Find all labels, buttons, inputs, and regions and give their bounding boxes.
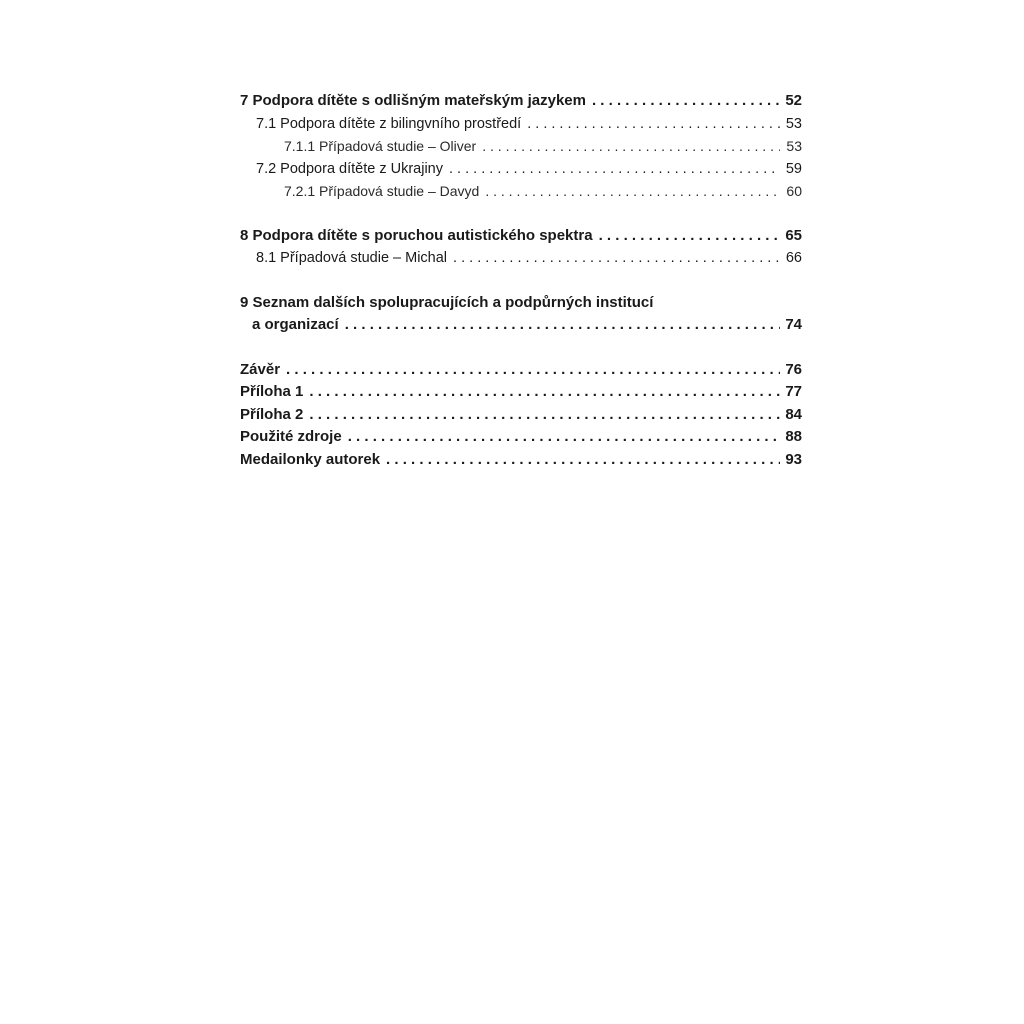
toc-entry-title: Příloha 1 (240, 383, 304, 400)
toc-entry-page: 66 (785, 250, 802, 266)
toc-entry-page: 84 (785, 405, 802, 423)
dot-leader (286, 359, 780, 382)
toc-group-chapter-7 (240, 90, 802, 203)
dot-leader (309, 404, 780, 427)
toc-entry[interactable] (240, 426, 802, 449)
toc-entry-page: 74 (785, 316, 802, 333)
dot-leader (348, 426, 780, 449)
toc-entry-page: 53 (786, 138, 802, 154)
table-of-contents (240, 90, 802, 493)
toc-entry[interactable] (240, 359, 802, 382)
toc-entry[interactable] (240, 404, 802, 427)
toc-entry-page: 93 (785, 450, 802, 468)
toc-entry-page: 59 (785, 160, 802, 177)
toc-entry[interactable] (240, 381, 802, 404)
toc-entry-title: Závěr (240, 360, 281, 378)
toc-entry-page: 88 (785, 428, 802, 445)
toc-entry-title: 7.1 Podpora dítěte z bilingvního prostředí (256, 115, 522, 132)
toc-entry[interactable] (240, 180, 802, 203)
toc-group-chapter-8 (240, 225, 802, 270)
toc-entry[interactable] (240, 90, 802, 113)
dot-leader (309, 381, 780, 404)
toc-entry-title: Medailonky autorek (240, 450, 381, 468)
toc-entry[interactable] (240, 225, 802, 248)
toc-entry-title: 7 Podpora dítěte s odlišným mateřským jazykem (240, 92, 586, 109)
toc-group-chapter-9 (240, 292, 802, 337)
toc-entry-page: 52 (785, 92, 802, 109)
dot-leader (345, 314, 780, 337)
toc-entry[interactable] (240, 449, 802, 472)
dot-leader (485, 180, 780, 203)
toc-entry-title: 7.1.1 Případová studie – Oliver (284, 138, 477, 154)
toc-entry-page: 53 (785, 115, 802, 132)
toc-entry-page: 60 (786, 183, 802, 199)
dot-leader (527, 113, 780, 136)
dot-leader (453, 247, 780, 270)
toc-entry-title: 9 Seznam dalších spolupracujících a podpůrných institucí (240, 293, 654, 311)
toc-entry-page: 76 (785, 360, 802, 378)
dot-leader (592, 90, 780, 113)
toc-entry-title: 7.2 Podpora dítěte z Ukrajiny (256, 160, 443, 177)
toc-entry-line[interactable] (240, 292, 802, 315)
toc-entry-title: Příloha 2 (240, 405, 304, 423)
toc-entry-title: 8 Podpora dítěte s poruchou autistického spektra (240, 226, 593, 244)
toc-group-back-matter (240, 359, 802, 472)
toc-entry[interactable] (240, 314, 802, 337)
toc-entry[interactable] (240, 247, 802, 270)
dot-leader (599, 225, 780, 248)
toc-entry-title: 8.1 Případová studie – Michal (256, 250, 448, 266)
toc-entry-title: 7.2.1 Případová studie – Davyd (284, 183, 480, 199)
toc-entry-page: 77 (785, 383, 802, 400)
toc-entry[interactable] (240, 158, 802, 181)
dot-leader (386, 449, 780, 472)
dot-leader (482, 135, 780, 158)
toc-entry-title: Použité zdroje (240, 428, 342, 445)
toc-entry-title-continuation: a organizací (252, 316, 339, 333)
toc-entry[interactable] (240, 113, 802, 136)
toc-entry[interactable] (240, 135, 802, 158)
toc-entry-page: 65 (785, 226, 802, 244)
dot-leader (449, 158, 780, 181)
